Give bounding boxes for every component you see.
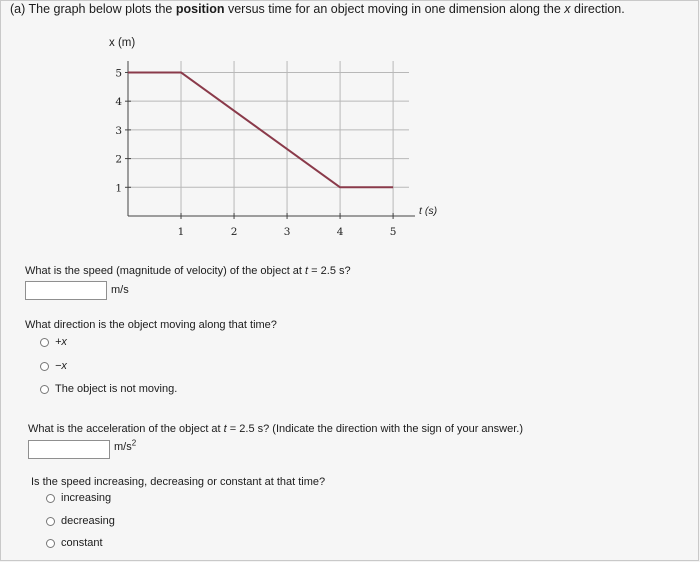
part-a-prompt: (a) The graph below plots the position versus time for an object moving in one dimension along the x direction. [10, 2, 625, 16]
bold-word: position [175, 2, 225, 16]
speed-option-increasing[interactable]: increasing [46, 492, 111, 504]
y-tick-label: 3 [115, 124, 122, 137]
x-tick-label: 3 [283, 226, 291, 238]
acceleration-question: What is the acceleration of the object at t = 2.5 s? (Indicate the direction with the sign of your answer.) [28, 423, 523, 435]
direction-option-minus-x[interactable]: −x [40, 360, 67, 372]
x-tick-label: 4 [336, 226, 344, 238]
speed-question: What is the speed (magnitude of velocity) of the object at t = 2.5 s? [25, 265, 351, 277]
y-tick-label: 1 [115, 182, 122, 195]
speed-option-constant[interactable]: constant [46, 537, 103, 549]
radio-icon[interactable] [40, 338, 49, 347]
x-tick-label: 1 [177, 226, 185, 238]
y-tick-label: 2 [115, 153, 122, 166]
y-tick-label: 5 [115, 67, 122, 80]
radio-icon[interactable] [40, 362, 49, 371]
direction-question: What direction is the object moving along that time? [25, 319, 277, 331]
x-tick-label: 2 [230, 226, 238, 238]
position-time-chart [95, 30, 445, 252]
radio-icon[interactable] [40, 385, 49, 394]
speed-answer-input[interactable] [25, 281, 107, 300]
radio-icon[interactable] [46, 494, 55, 503]
y-tick-label: 4 [115, 96, 122, 109]
acceleration-unit: $m/s^2$ [114, 438, 137, 453]
x-axis-label: t (s) [419, 205, 438, 217]
speed-change-question: Is the speed increasing, decreasing or constant at that time? [31, 476, 326, 488]
radio-icon[interactable] [46, 517, 55, 526]
acceleration-answer-input[interactable] [28, 440, 110, 459]
y-axis-label: x (m) [109, 37, 136, 49]
speed-unit: m/s [111, 284, 129, 296]
radio-icon[interactable] [46, 539, 55, 548]
speed-option-decreasing[interactable]: decreasing [46, 515, 115, 527]
direction-option-not-moving[interactable]: The object is not moving. [40, 383, 177, 395]
x-tick-label: 5 [389, 226, 397, 238]
direction-option-plus-x[interactable]: +x [40, 336, 67, 348]
